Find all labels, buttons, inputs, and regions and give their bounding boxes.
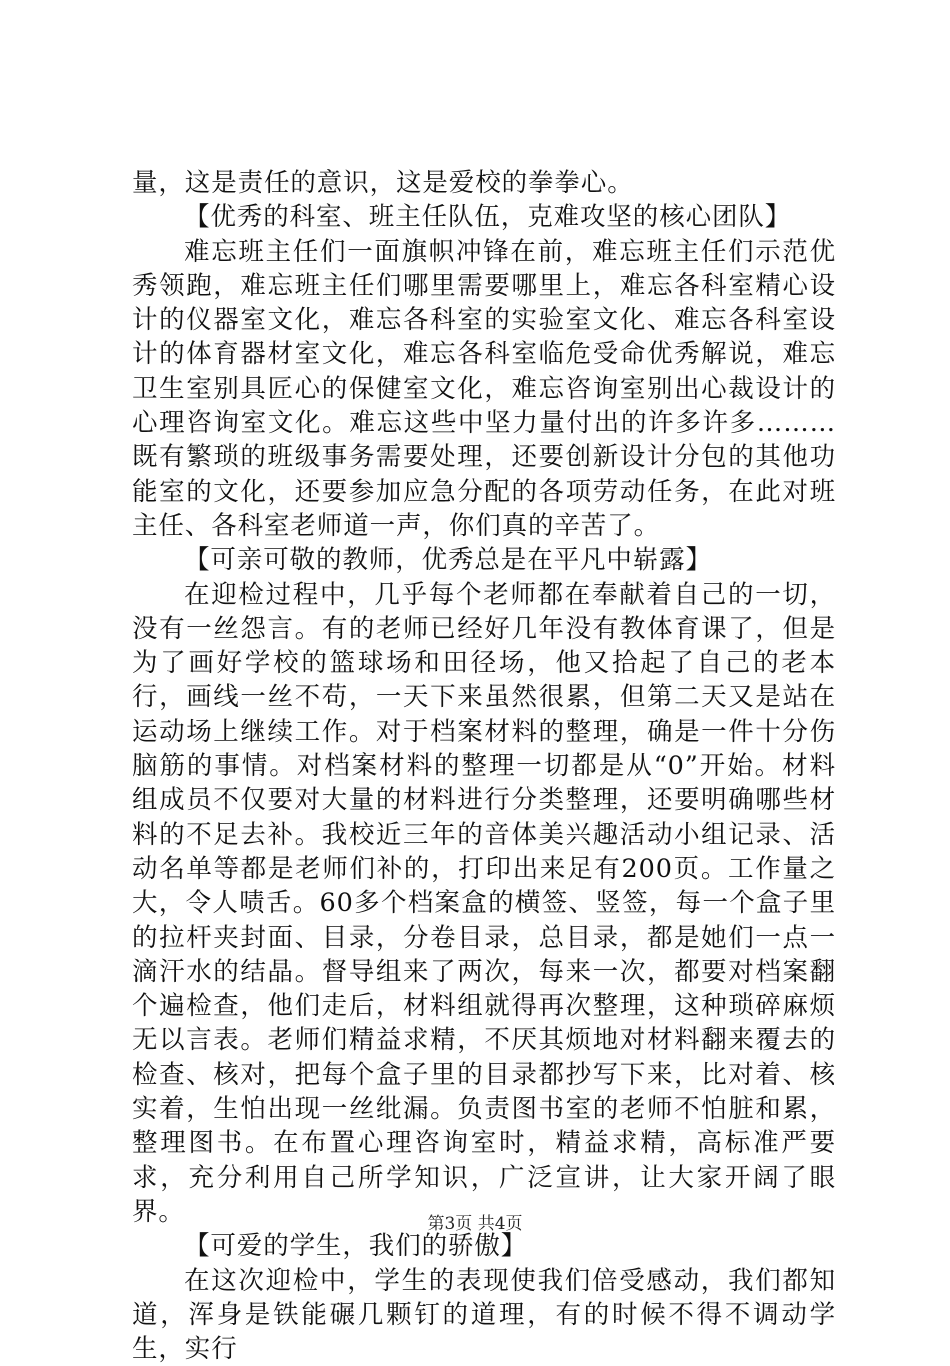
paragraph-continuation: 量，这是责任的意识，这是爱校的拳拳心。 <box>132 166 836 200</box>
section-heading-staff: 【优秀的科室、班主任队伍，克难攻坚的核心团队】 <box>132 200 836 234</box>
paragraph-teachers: 在迎检过程中，几乎每个老师都在奉献着自己的一切，没有一丝怨言。有的老师已经好几年没有教体育课了，但是为了画好学校的篮球场和田径场，他又拾起了自己的老本行，画线一丝不苟，一天下来虽然很累，但第二天又是站在运动场上继续工作。对于档案材料的整理，确是一件十分伤脑筋的事情。对档案材料的整理一切都是从“0”开始。材料组成员不仅要对大量的材料进行分类整理，还要明确哪些材料的不足去补。我校近三年的音体美兴趣活动小组记录、活动名单等都是老师们补的，打印出来足有200页。工作量之大，令人啧舌。60多个档案盒的横签、竖签，每一个盒子里的拉杆夹封面、目录，分卷目录，总目录，都是她们一点一滴汗水的结晶。督导组来了两次，每来一次，都要对档案翻个遍检查，他们走后，材料组就得再次整理，这种琐碎麻烦无以言表。老师们精益求精，不厌其烦地对材料翻来覆去的检查、核对，把每个盒子里的目录都抄写下来，比对着、核实着，生怕出现一丝纰漏。负责图书室的老师不怕脏和累，整理图书。在布置心理咨询室时，精益求精，高标准严要求，充分利用自己所学知识，广泛宣讲，让大家开阔了眼界。 <box>132 578 836 1230</box>
document-body <box>132 166 836 1366</box>
section-heading-students: 【可爱的学生，我们的骄傲】 <box>132 1229 836 1263</box>
paragraph-students: 在这次迎检中，学生的表现使我们倍受感动，我们都知道，浑身是铁能碾几颗钉的道理，有的时候不得不调动学生，实行 <box>132 1264 836 1366</box>
page-footer: 第3页 共4页 <box>0 1213 950 1235</box>
paragraph-staff: 难忘班主任们一面旗帜冲锋在前，难忘班主任们示范优秀领跑，难忘班主任们哪里需要哪里上，难忘各科室精心设计的仪器室文化，难忘各科室的实验室文化、难忘各科室设计的体育器材室文化，难忘各科室临危受命优秀解说，难忘卫生室别具匠心的保健室文化，难忘咨询室别出心裁设计的心理咨询室文化。难忘这些中坚力量付出的许多许多………既有繁琐的班级事务需要处理，还要创新设计分包的其他功能室的文化，还要参加应急分配的各项劳动任务，在此对班主任、各科室老师道一声，你们真的辛苦了。 <box>132 235 836 544</box>
section-heading-teachers: 【可亲可敬的教师，优秀总是在平凡中崭露】 <box>132 543 836 577</box>
